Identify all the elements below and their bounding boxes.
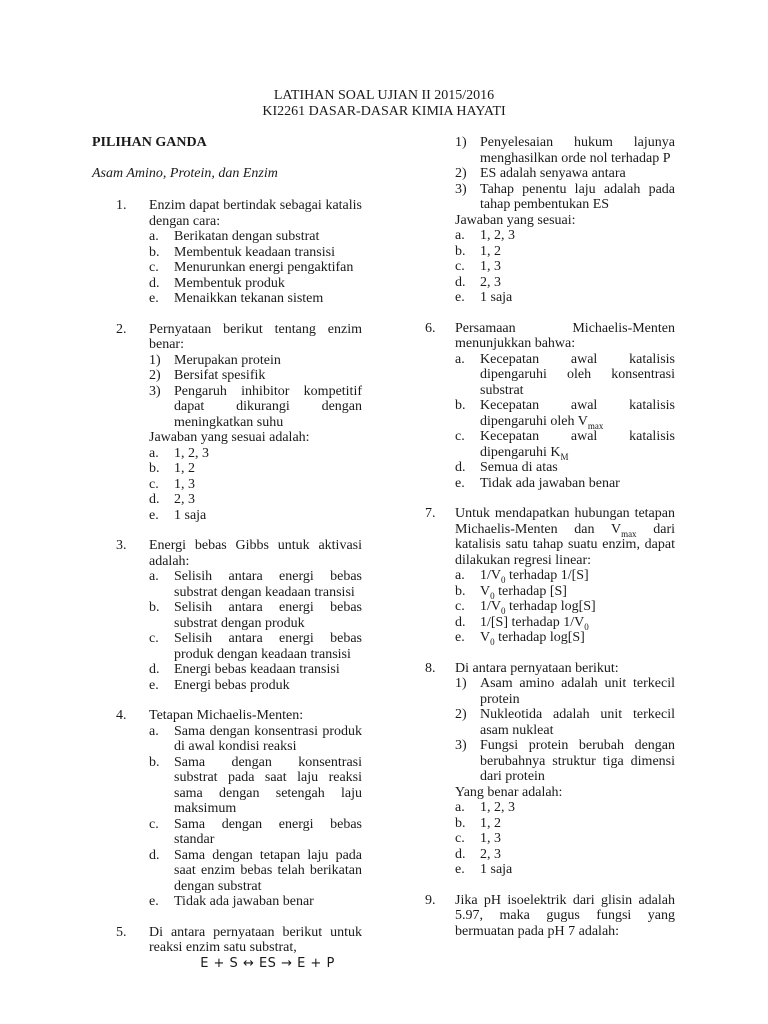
statement-3: 3) Pengaruh inhibitor kompetitif dapat dikurangi dengan meningkatkan suhu (149, 383, 362, 430)
question-number: 8. (425, 660, 436, 676)
question-text: Di antara pernyataan berikut untuk reaksi enzim satu substrat, (149, 924, 362, 955)
question-8 (425, 661, 675, 878)
question-5-continued (425, 135, 675, 306)
option-d[interactable]: d. Energi bebas keadaan transisi (149, 662, 340, 677)
option-b[interactable]: b. $V_0$ terhadap [S] (455, 583, 567, 601)
statement-1: 1) Asam amino adalah unit terkecil protein (455, 676, 675, 707)
option-d[interactable]: d. Sama dengan tetapan laju pada saat enzim bebas telah berikatan dengan substrat (149, 847, 362, 894)
option-a[interactable]: a. Berikatan dengan substrat (149, 229, 320, 244)
option-c[interactable]: c. 1, 3 (455, 831, 501, 846)
option-e[interactable]: e. Menaikkan tekanan sistem (149, 291, 324, 306)
option-e[interactable]: e. 1 saja (455, 862, 513, 877)
option-a[interactable]: a. $1/V_0$ terhadap 1/[S] (455, 568, 589, 585)
question-7 (425, 506, 675, 646)
question-number: 6. (425, 320, 436, 336)
left-column (92, 135, 362, 986)
subscript: M (560, 451, 569, 462)
question-text: Persamaan Michaelis-Menten menunjukkan bahwa: (455, 320, 675, 351)
question-number: 2. (116, 321, 127, 337)
subscript: max (587, 420, 604, 431)
document-header (0, 88, 768, 120)
header-title-line2: KI2261 DASAR-DASAR KIMIA HAYATI (262, 104, 506, 119)
statement-2: 2) Bersifat spesifik (149, 368, 266, 383)
answer-prompt: Jawaban yang sesuai: (455, 212, 576, 228)
option-b[interactable]: b. Membentuk keadaan transisi (149, 244, 335, 260)
option-b[interactable]: b. 1, 2 (455, 243, 501, 259)
option-a[interactable]: a. Kecepatan awal katalisis dipengaruhi oleh konsentrasi substrat (455, 351, 675, 398)
question-number: 1. (116, 198, 127, 213)
option-a[interactable]: a. 1, 2, 3 (455, 800, 515, 815)
question-number: 5. (116, 924, 127, 940)
question-text: Energi bebas Gibbs untuk aktivasi adalah: (149, 538, 362, 569)
section-subtitle: Asam Amino, Protein, dan Enzim (92, 165, 278, 181)
question-text: Tetapan Michaelis-Menten: (149, 708, 304, 723)
option-b[interactable]: b. Kecepatan awal katalisis dipengaruhi oleh $V_{max}$ (455, 398, 675, 431)
option-b[interactable]: b. Selisih antara energi bebas substrat dengan produk (149, 600, 362, 631)
question-1 (92, 198, 362, 307)
right-column (425, 135, 675, 954)
question-text: Untuk mendapatkan hubungan tetapan Michaelis-Menten dan $V_{max}$ dari katalisis satu tahap suatu enzim, dapat dilakukan regresi linear: (455, 506, 675, 568)
section-title: PILIHAN GANDA (92, 135, 207, 150)
option-a[interactable]: a. 1, 2, 3 (455, 228, 515, 243)
header-title-line1: LATIHAN SOAL UJIAN II 2015/2016 (273, 88, 495, 103)
question-number: 9. (425, 892, 436, 908)
option-d[interactable]: d. Membentuk produk (149, 275, 285, 291)
question-number: 4. (116, 708, 127, 723)
option-d[interactable]: d. Semua di atas (455, 460, 558, 475)
option-c[interactable]: c. 1, 3 (149, 476, 195, 492)
statement-3: 3) Fungsi protein berubah dengan berubahnya struktur tiga dimensi dari protein (455, 738, 675, 784)
question-text: Jika pH isoelektrik dari glisin adalah 5.97, maka gugus fungsi yang bermuatan pada pH 7 adalah: (455, 892, 675, 939)
option-b[interactable]: b. 1, 2 (149, 461, 195, 476)
question-6 (425, 321, 675, 492)
option-c[interactable]: c. 1, 3 (455, 259, 501, 274)
option-c[interactable]: c. Menurunkan energi pengaktifan (149, 260, 354, 275)
answer-prompt: Yang benar adalah: (455, 784, 563, 800)
option-d[interactable]: d. 2, 3 (455, 274, 501, 290)
option-a[interactable]: a. Sama dengan konsentrasi produk di awal kondisi reaksi (149, 723, 362, 754)
option-e[interactable]: e. $V_0$ terhadap log[S] (455, 630, 585, 647)
statement-1: 1) Merupakan protein (149, 352, 281, 368)
question-text: Pernyataan berikut tentang enzim benar: (149, 321, 362, 352)
option-e[interactable]: e. 1 saja (149, 507, 207, 523)
statement-3: 3) Tahap penentu laju adalah pada tahap pembentukan ES (455, 181, 675, 212)
question-5 (92, 925, 362, 972)
option-a[interactable]: a. Selisih antara energi bebas substrat dengan keadaan transisi (149, 569, 362, 600)
option-c[interactable]: c. Kecepatan awal katalisis dipengaruhi $K_M$ (455, 429, 675, 462)
option-e[interactable]: e. Tidak ada jawaban benar (149, 894, 314, 909)
option-e[interactable]: e. 1 saja (455, 290, 513, 305)
option-c[interactable]: c. $1/V_0$ terhadap log[S] (455, 599, 596, 616)
question-2 (92, 322, 362, 524)
answer-prompt: Jawaban yang sesuai adalah: (149, 430, 310, 445)
reaction-equation: E + S ↔ ES → E + P (200, 955, 335, 971)
option-c[interactable]: c. Sama dengan energi bebas standar (149, 816, 362, 847)
question-9 (425, 893, 675, 940)
question-text: Di antara pernyataan berikut: (455, 660, 619, 676)
statement-2: 2) Nukleotida adalah unit terkecil asam nukleat (455, 707, 675, 738)
option-d[interactable]: d. 2, 3 (455, 846, 501, 862)
option-c[interactable]: c. Selisih antara energi bebas produk dengan keadaan transisi (149, 631, 362, 662)
option-e[interactable]: e. Tidak ada jawaban benar (455, 475, 620, 491)
question-3 (92, 538, 362, 693)
question-number: 3. (116, 538, 127, 553)
statement-1: 1) Penyelesaian hukum lajunya menghasilkan orde nol terhadap P (455, 135, 675, 166)
statement-2: 2) ES adalah senyawa antara (455, 166, 626, 181)
option-e[interactable]: e. Energi bebas produk (149, 677, 290, 693)
question-text: Enzim dapat bertindak sebagai katalis dengan cara: (149, 198, 362, 229)
option-a[interactable]: a. 1, 2, 3 (149, 445, 209, 461)
question-4 (92, 708, 362, 910)
question-number: 7. (425, 506, 436, 521)
option-d[interactable]: d. 1/[S] terhadap $1/V_0$ (455, 614, 589, 632)
option-b[interactable]: b. Sama dengan konsentrasi substrat pada saat laju reaksi sama dengan setengah laju maksimum (149, 754, 362, 816)
option-d[interactable]: d. 2, 3 (149, 492, 195, 507)
option-b[interactable]: b. 1, 2 (455, 815, 501, 831)
